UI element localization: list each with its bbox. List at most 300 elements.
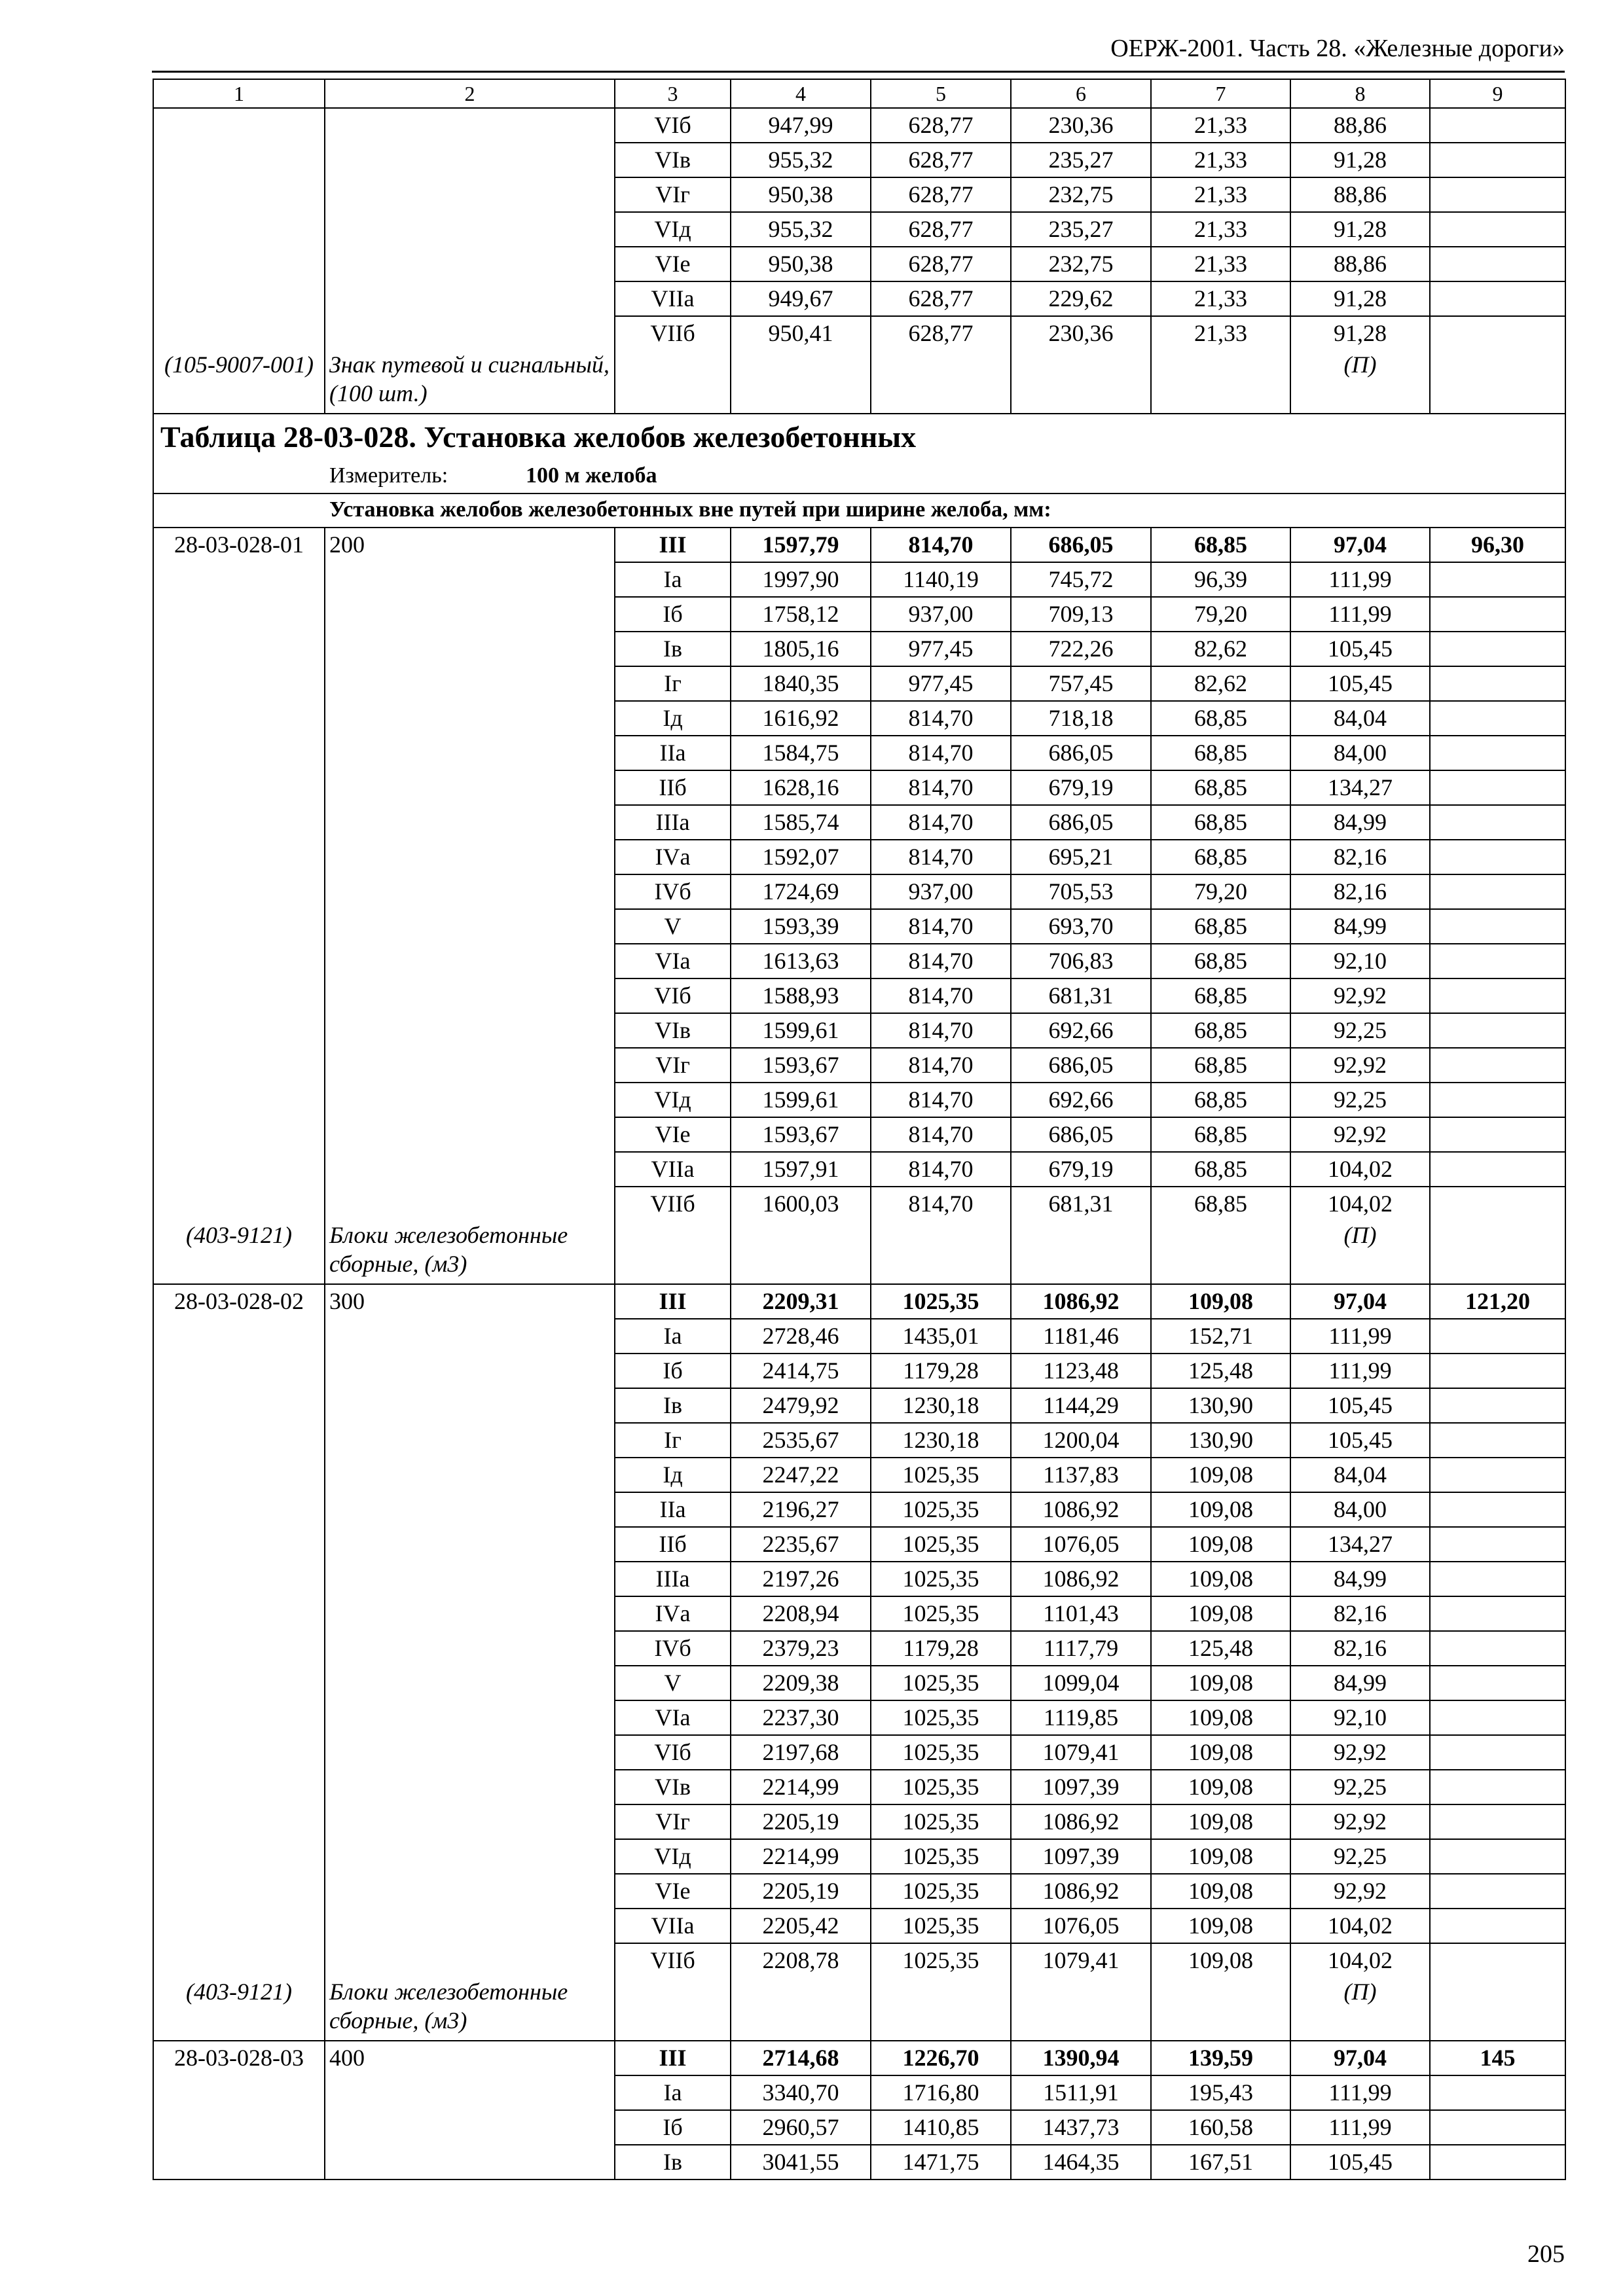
machinists-wages-cell: 109,08	[1151, 1284, 1290, 1319]
table-row	[153, 1319, 1565, 1354]
wages-cell: 1025,35	[871, 1770, 1011, 1804]
labor-cell	[1430, 1874, 1565, 1909]
direct-costs-cell: 2214,99	[731, 1839, 871, 1874]
labor-cell	[1430, 1152, 1565, 1187]
wages-cell: 814,70	[871, 909, 1011, 944]
direct-costs-cell: 2197,26	[731, 1562, 871, 1596]
zone-cell: Iб	[615, 1354, 731, 1388]
materials-cell: 84,99	[1290, 909, 1430, 944]
machinists-wages-cell: 109,08	[1151, 1735, 1290, 1770]
rate-code-cell	[153, 281, 325, 316]
rate-description-cell: 200	[325, 528, 615, 562]
materials-cell: 111,99	[1290, 562, 1430, 597]
machinists-wages-cell: 195,43	[1151, 2075, 1290, 2110]
labor-cell	[1430, 2145, 1565, 2179]
wages-cell: 1471,75	[871, 2145, 1011, 2179]
table-row	[153, 2110, 1565, 2145]
labor-cell	[1430, 770, 1565, 805]
rate-code-cell	[153, 944, 325, 978]
direct-costs-cell: 1758,12	[731, 597, 871, 632]
wages-cell: 814,70	[871, 770, 1011, 805]
zone-cell: VIIа	[615, 1909, 731, 1943]
machines-cell: 235,27	[1011, 143, 1151, 177]
rate-code-cell	[153, 632, 325, 666]
rate-description-cell	[325, 1874, 615, 1909]
machines-cell: 1086,92	[1011, 1874, 1151, 1909]
direct-costs-cell: 2235,67	[731, 1527, 871, 1562]
rate-code-cell	[153, 597, 325, 632]
rate-code-cell	[153, 1152, 325, 1187]
machines-cell: 1076,05	[1011, 1909, 1151, 1943]
machines-cell: 230,36	[1011, 108, 1151, 143]
labor-cell	[1430, 1562, 1565, 1596]
rate-description-cell	[325, 1804, 615, 1839]
zone-cell: VIв	[615, 1013, 731, 1048]
labor-cell	[1430, 1596, 1565, 1631]
rate-description-cell	[325, 874, 615, 909]
table-row	[153, 1562, 1565, 1596]
wages-cell: 1025,35	[871, 1735, 1011, 1770]
zone-cell: VIг	[615, 177, 731, 212]
labor-cell	[1430, 909, 1565, 944]
direct-costs-cell: 1616,92	[731, 701, 871, 736]
machines-cell: 1086,92	[1011, 1284, 1151, 1319]
table-row	[153, 1770, 1565, 1804]
table-row	[153, 840, 1565, 874]
table-row	[153, 1083, 1565, 1117]
resource-mark: (П)	[1290, 1977, 1430, 2041]
direct-costs-cell: 1597,91	[731, 1152, 871, 1187]
wages-cell: 1025,35	[871, 1492, 1011, 1527]
machines-cell: 232,75	[1011, 177, 1151, 212]
machinists-wages-cell: 68,85	[1151, 909, 1290, 944]
table-row	[153, 736, 1565, 770]
labor-cell	[1430, 597, 1565, 632]
wages-cell: 1179,28	[871, 1354, 1011, 1388]
rate-code-cell	[153, 1458, 325, 1492]
materials-cell: 97,04	[1290, 1284, 1430, 1319]
empty-cell	[615, 1221, 731, 1284]
machinists-wages-cell: 82,62	[1151, 666, 1290, 701]
machines-cell: 1119,85	[1011, 1700, 1151, 1735]
rate-code-cell	[153, 1388, 325, 1423]
direct-costs-cell: 2208,78	[731, 1943, 871, 1977]
labor-cell: 96,30	[1430, 528, 1565, 562]
column-number-header: 6	[1011, 79, 1151, 108]
materials-cell: 105,45	[1290, 2145, 1430, 2179]
wages-cell: 1230,18	[871, 1423, 1011, 1458]
rate-code-cell: 28-03-028-01	[153, 528, 325, 562]
machinists-wages-cell: 68,85	[1151, 805, 1290, 840]
table-row	[153, 978, 1565, 1013]
empty-cell	[871, 1221, 1011, 1284]
labor-cell	[1430, 1423, 1565, 1458]
wages-cell: 814,70	[871, 1048, 1011, 1083]
zone-cell: IIа	[615, 736, 731, 770]
direct-costs-cell: 1584,75	[731, 736, 871, 770]
direct-costs-cell: 1599,61	[731, 1013, 871, 1048]
wages-cell: 628,77	[871, 108, 1011, 143]
table-row	[153, 597, 1565, 632]
labor-cell	[1430, 2075, 1565, 2110]
materials-cell: 92,25	[1290, 1839, 1430, 1874]
zone-cell: VIб	[615, 108, 731, 143]
empty-cell	[871, 1977, 1011, 2041]
rate-code-cell	[153, 1943, 325, 1977]
machinists-wages-cell: 160,58	[1151, 2110, 1290, 2145]
rate-code-cell	[153, 701, 325, 736]
rate-code-cell	[153, 2075, 325, 2110]
table-row	[153, 770, 1565, 805]
labor-cell	[1430, 1943, 1565, 1977]
labor-cell	[1430, 1666, 1565, 1700]
zone-cell: III	[615, 528, 731, 562]
machines-cell: 695,21	[1011, 840, 1151, 874]
labor-cell	[1430, 944, 1565, 978]
table-row	[153, 1048, 1565, 1083]
machines-cell: 1511,91	[1011, 2075, 1151, 2110]
column-number-row	[153, 79, 1565, 108]
machines-cell: 1101,43	[1011, 1596, 1151, 1631]
resource-code: (105-9007-001)	[153, 350, 325, 414]
machines-cell: 1437,73	[1011, 2110, 1151, 2145]
labor-cell: 121,20	[1430, 1284, 1565, 1319]
zone-cell: VIе	[615, 1117, 731, 1152]
rate-code-cell	[153, 770, 325, 805]
direct-costs-cell: 2535,67	[731, 1423, 871, 1458]
machinists-wages-cell: 68,85	[1151, 1083, 1290, 1117]
wages-cell: 1025,35	[871, 1839, 1011, 1874]
table-row	[153, 1388, 1565, 1423]
machinists-wages-cell: 130,90	[1151, 1423, 1290, 1458]
materials-cell: 111,99	[1290, 1319, 1430, 1354]
zone-cell: VIб	[615, 978, 731, 1013]
materials-cell: 92,10	[1290, 944, 1430, 978]
direct-costs-cell: 3340,70	[731, 2075, 871, 2110]
resource-mark: (П)	[1290, 1221, 1430, 1284]
zone-cell: IVа	[615, 840, 731, 874]
zone-cell: IIб	[615, 1527, 731, 1562]
labor-cell	[1430, 1187, 1565, 1221]
table-row	[153, 1423, 1565, 1458]
machinists-wages-cell: 68,85	[1151, 978, 1290, 1013]
labor-cell	[1430, 316, 1565, 350]
table-row	[153, 2075, 1565, 2110]
machines-cell: 718,18	[1011, 701, 1151, 736]
rate-code-cell	[153, 1319, 325, 1354]
empty-cell	[1011, 350, 1151, 414]
direct-costs-cell: 1613,63	[731, 944, 871, 978]
table-row	[153, 1492, 1565, 1527]
rate-code-cell	[153, 177, 325, 212]
materials-cell: 134,27	[1290, 770, 1430, 805]
materials-cell: 105,45	[1290, 1388, 1430, 1423]
rates-table-body	[153, 79, 1565, 2179]
machinists-wages-cell: 152,71	[1151, 1319, 1290, 1354]
machines-cell: 1181,46	[1011, 1319, 1151, 1354]
rate-description-cell	[325, 1770, 615, 1804]
machines-cell: 686,05	[1011, 805, 1151, 840]
machines-cell: 757,45	[1011, 666, 1151, 701]
materials-cell: 91,28	[1290, 281, 1430, 316]
direct-costs-cell: 2379,23	[731, 1631, 871, 1666]
machinists-wages-cell: 68,85	[1151, 1152, 1290, 1187]
machines-cell: 1123,48	[1011, 1354, 1151, 1388]
machinists-wages-cell: 21,33	[1151, 143, 1290, 177]
materials-cell: 105,45	[1290, 1423, 1430, 1458]
rate-code-cell: 28-03-028-02	[153, 1284, 325, 1319]
zone-cell: Iв	[615, 2145, 731, 2179]
materials-cell: 82,16	[1290, 874, 1430, 909]
wages-cell: 1025,35	[871, 1527, 1011, 1562]
materials-cell: 92,25	[1290, 1770, 1430, 1804]
machines-cell: 1117,79	[1011, 1631, 1151, 1666]
machines-cell: 686,05	[1011, 1117, 1151, 1152]
machines-cell: 693,70	[1011, 909, 1151, 944]
materials-cell: 84,99	[1290, 1562, 1430, 1596]
rate-description-cell	[325, 1631, 615, 1666]
empty-cell	[871, 350, 1011, 414]
zone-cell: IIа	[615, 1492, 731, 1527]
table-row	[153, 1013, 1565, 1048]
machines-cell: 679,19	[1011, 1152, 1151, 1187]
machinists-wages-cell: 130,90	[1151, 1388, 1290, 1423]
direct-costs-cell: 2247,22	[731, 1458, 871, 1492]
machines-cell: 686,05	[1011, 1048, 1151, 1083]
table-row	[153, 1804, 1565, 1839]
rate-description-cell	[325, 1666, 615, 1700]
zone-cell: Iа	[615, 2075, 731, 2110]
table-row	[153, 1354, 1565, 1388]
direct-costs-cell: 947,99	[731, 108, 871, 143]
rate-description-cell	[325, 1423, 615, 1458]
rate-code-cell	[153, 1596, 325, 1631]
table-row	[153, 944, 1565, 978]
machinists-wages-cell: 68,85	[1151, 528, 1290, 562]
rate-code-cell	[153, 1527, 325, 1562]
table-title: Таблица 28-03-028. Установка желобов железобетонных	[153, 414, 1565, 460]
header-rule	[152, 71, 1565, 73]
labor-cell	[1430, 1839, 1565, 1874]
empty-cell	[615, 350, 731, 414]
labor-cell	[1430, 1319, 1565, 1354]
subheader-text: Установка желобов железобетонных вне путей при ширине желоба, мм:	[329, 497, 1051, 522]
machinists-wages-cell: 125,48	[1151, 1631, 1290, 1666]
direct-costs-cell: 2714,68	[731, 2041, 871, 2075]
machines-cell: 1079,41	[1011, 1735, 1151, 1770]
labor-cell	[1430, 1527, 1565, 1562]
materials-cell: 92,92	[1290, 978, 1430, 1013]
materials-cell: 105,45	[1290, 632, 1430, 666]
rate-description-cell	[325, 1596, 615, 1631]
rate-code-cell	[153, 1187, 325, 1221]
table-row	[153, 1458, 1565, 1492]
empty-cell	[731, 350, 871, 414]
materials-cell: 91,28	[1290, 143, 1430, 177]
machines-cell: 722,26	[1011, 632, 1151, 666]
zone-cell: Iв	[615, 632, 731, 666]
materials-cell: 111,99	[1290, 2110, 1430, 2145]
empty-cell	[1430, 1977, 1565, 2041]
rate-code-cell	[153, 1423, 325, 1458]
rate-description-cell	[325, 805, 615, 840]
wages-cell: 814,70	[871, 736, 1011, 770]
table-row	[153, 247, 1565, 281]
direct-costs-cell: 2197,68	[731, 1735, 871, 1770]
wages-cell: 1025,35	[871, 1700, 1011, 1735]
wages-cell: 1025,35	[871, 1284, 1011, 1319]
column-number-header: 5	[871, 79, 1011, 108]
rate-description-cell	[325, 1048, 615, 1083]
direct-costs-cell: 955,32	[731, 143, 871, 177]
machines-cell: 686,05	[1011, 736, 1151, 770]
machines-cell: 1097,39	[1011, 1839, 1151, 1874]
wages-cell: 1025,35	[871, 1666, 1011, 1700]
rate-description-cell	[325, 143, 615, 177]
machines-cell: 232,75	[1011, 247, 1151, 281]
machines-cell: 1144,29	[1011, 1388, 1151, 1423]
wages-cell: 628,77	[871, 247, 1011, 281]
wages-cell: 628,77	[871, 281, 1011, 316]
rate-description-cell	[325, 978, 615, 1013]
direct-costs-cell: 950,38	[731, 177, 871, 212]
rate-code-cell	[153, 805, 325, 840]
table-row	[153, 281, 1565, 316]
zone-cell: Iв	[615, 1388, 731, 1423]
direct-costs-cell: 950,38	[731, 247, 871, 281]
labor-cell	[1430, 212, 1565, 247]
labor-cell	[1430, 1631, 1565, 1666]
machinists-wages-cell: 109,08	[1151, 1527, 1290, 1562]
machines-cell: 705,53	[1011, 874, 1151, 909]
direct-costs-cell: 1724,69	[731, 874, 871, 909]
rate-description-cell	[325, 666, 615, 701]
machinists-wages-cell: 68,85	[1151, 1117, 1290, 1152]
zone-cell: VIг	[615, 1048, 731, 1083]
wages-cell: 814,70	[871, 701, 1011, 736]
direct-costs-cell: 2960,57	[731, 2110, 871, 2145]
rate-code-cell	[153, 1013, 325, 1048]
zone-cell: VIе	[615, 1874, 731, 1909]
table-row	[153, 143, 1565, 177]
table-row	[153, 1700, 1565, 1735]
rate-description-cell	[325, 1152, 615, 1187]
rate-description-cell	[325, 247, 615, 281]
rate-description-cell	[325, 1117, 615, 1152]
direct-costs-cell: 1997,90	[731, 562, 871, 597]
table-row	[153, 666, 1565, 701]
empty-cell	[1011, 1221, 1151, 1284]
rate-code-cell	[153, 1909, 325, 1943]
labor-cell	[1430, 1354, 1565, 1388]
rate-code-cell	[153, 909, 325, 944]
column-number-header: 9	[1430, 79, 1565, 108]
materials-cell: 82,16	[1290, 1596, 1430, 1631]
resource-code: (403-9121)	[153, 1977, 325, 2041]
materials-cell: 105,45	[1290, 666, 1430, 701]
wages-cell: 814,70	[871, 1187, 1011, 1221]
materials-cell: 111,99	[1290, 2075, 1430, 2110]
resource-code: (403-9121)	[153, 1221, 325, 1284]
wages-cell: 628,77	[871, 177, 1011, 212]
table-row	[153, 2145, 1565, 2179]
rate-code-cell	[153, 1770, 325, 1804]
machinists-wages-cell: 68,85	[1151, 701, 1290, 736]
machinists-wages-cell: 68,85	[1151, 1187, 1290, 1221]
table-row	[153, 874, 1565, 909]
wages-cell: 1025,35	[871, 1943, 1011, 1977]
direct-costs-cell: 2205,19	[731, 1874, 871, 1909]
materials-cell: 104,02	[1290, 1187, 1430, 1221]
zone-cell: Iа	[615, 562, 731, 597]
zone-cell: IIIа	[615, 1562, 731, 1596]
rate-code-cell	[153, 666, 325, 701]
machinists-wages-cell: 109,08	[1151, 1839, 1290, 1874]
wages-cell: 1025,35	[871, 1562, 1011, 1596]
table-row	[153, 1909, 1565, 1943]
table-row	[153, 108, 1565, 143]
rate-description-cell	[325, 108, 615, 143]
machinists-wages-cell: 68,85	[1151, 840, 1290, 874]
materials-cell: 92,92	[1290, 1117, 1430, 1152]
direct-costs-cell: 1593,67	[731, 1117, 871, 1152]
machinists-wages-cell: 109,08	[1151, 1562, 1290, 1596]
table-row	[153, 1943, 1565, 1977]
labor-cell	[1430, 1458, 1565, 1492]
rate-description-cell	[325, 1562, 615, 1596]
materials-cell: 84,04	[1290, 701, 1430, 736]
wages-cell: 1435,01	[871, 1319, 1011, 1354]
labor-cell	[1430, 632, 1565, 666]
table-row	[153, 1839, 1565, 1874]
wages-cell: 1226,70	[871, 2041, 1011, 2075]
machinists-wages-cell: 109,08	[1151, 1596, 1290, 1631]
zone-cell: VIIа	[615, 1152, 731, 1187]
materials-cell: 92,92	[1290, 1735, 1430, 1770]
table-row	[153, 701, 1565, 736]
machines-cell: 1464,35	[1011, 2145, 1151, 2179]
table-title-row	[153, 414, 1565, 460]
rate-description-cell	[325, 177, 615, 212]
rate-code-cell	[153, 316, 325, 350]
machinists-wages-cell: 21,33	[1151, 177, 1290, 212]
rate-description-cell	[325, 316, 615, 350]
machinists-wages-cell: 109,08	[1151, 1492, 1290, 1527]
rate-code-cell	[153, 108, 325, 143]
empty-cell	[1011, 1977, 1151, 2041]
rate-description-cell	[325, 1527, 615, 1562]
rate-code-cell	[153, 247, 325, 281]
wages-cell: 814,70	[871, 1013, 1011, 1048]
empty-cell	[1151, 1221, 1290, 1284]
zone-cell: Iа	[615, 1319, 731, 1354]
wages-cell: 1025,35	[871, 1458, 1011, 1492]
rate-code-cell	[153, 562, 325, 597]
materials-cell: 92,92	[1290, 1804, 1430, 1839]
materials-cell: 104,02	[1290, 1943, 1430, 1977]
direct-costs-cell: 2209,31	[731, 1284, 871, 1319]
rate-code-cell	[153, 978, 325, 1013]
materials-cell: 84,99	[1290, 805, 1430, 840]
machinists-wages-cell: 68,85	[1151, 736, 1290, 770]
machines-cell: 686,05	[1011, 528, 1151, 562]
machinists-wages-cell: 109,08	[1151, 1666, 1290, 1700]
labor-cell	[1430, 701, 1565, 736]
materials-cell: 104,02	[1290, 1909, 1430, 1943]
column-number-header: 4	[731, 79, 871, 108]
machines-cell: 692,66	[1011, 1013, 1151, 1048]
labor-cell	[1430, 1735, 1565, 1770]
